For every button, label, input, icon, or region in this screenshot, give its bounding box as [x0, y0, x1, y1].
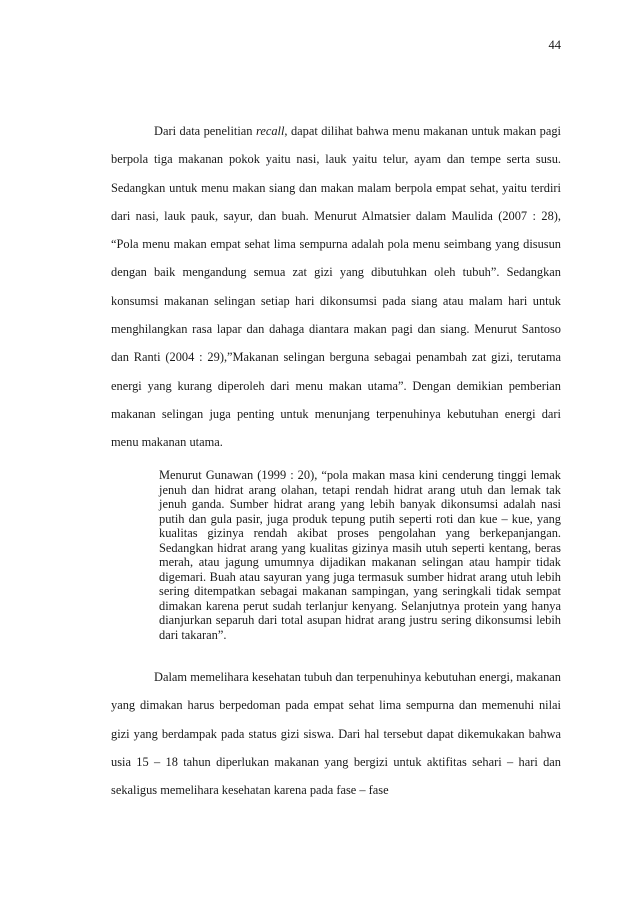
paragraph-text-start: Dari data penelitian: [154, 124, 256, 138]
paragraph-text-rest: , dapat dilihat bahwa menu makanan untuk makan pagi berpola tiga makanan pokok yaitu nasi, lauk yaitu telur, ayam dan tempe serta susu. Sedangkan untuk menu makan siang dan makan malam berpola empat sehat, yaitu terdiri dari nasi, lauk pauk, sayur, dan buah. Menurut Almatsier dalam Maulida (2007 : 28), “Pola menu makan empat sehat lima sempurna adalah pola menu seimbang yang disusun dengan baik mengandung semua zat gizi yang dibutuhkan oleh tubuh”. Sedangkan konsumsi makanan selingan setiap hari dikonsumsi pada siang atau malam hari untuk menghilangkan rasa lapar dan dahaga diantara makan pagi dan siang. Menurut Santoso dan Ranti (2004 : 29),”Makanan selingan berguna sebagai penambah zat gizi, terutama energi yang kurang diperoleh dari menu makan utama”. Dengan demikian pemberian makanan selingan juga penting untuk menunjang terpenuhinya kebutuhan energi dari menu makanan utama.: [111, 124, 561, 450]
italic-term-recall: recall: [255, 124, 285, 138]
paragraph-kesehatan-tubuh: Dalam memelihara kesehatan tubuh dan terpenuhinya kebutuhan energi, makanan yang dimakan harus berpedoman pada empat sehat lima sempurna dan memenuhi nilai gizi yang berdampak pada status gizi siswa. Dari hal tersebut dapat dikemukakan bahwa usia 15 – 18 tahun diperlukan makanan yang bergizi untuk aktifitas sehari – hari dan sekaligus memelihara kesehatan karena pada fase – fase: [111, 670, 561, 798]
paragraph-recall-menu: [111, 117, 561, 457]
block-quote-gunawan: Menurut Gunawan (1999 : 20), “pola makan masa kini cenderung tinggi lemak jenuh dan hidrat arang olahan, tetapi rendah hidrat arang utuh dan lemak tak jenuh ganda. Sumber hidrat arang yang lebih banyak dikonsumsi adalah nasi putih dan gula pasir, juga produk tepung putih seperti roti dan kue – kue, yang kualitas gizinya rendah akibat proses pengolahan yang berkepanjangan. Sedangkan hidrat arang yang kualitas gizinya masih utuh seperti kentang, beras merah, atau jagung umumnya dijadikan makanan selingan atau hampir tidak digemari. Buah atau sayuran yang juga termasuk sumber hidrat arang utuh lebih sering ditempatkan sebagai makanan sampingan, yang seringkali tidak sempat dimakan karena perut sudah terlanjur kenyang. Selanjutnya protein yang hanya dianjurkan separuh dari total asupan hidrat arang justru sering dikonsumsi lebih dari takaran”.: [159, 468, 561, 642]
page-number: 44: [548, 38, 561, 52]
